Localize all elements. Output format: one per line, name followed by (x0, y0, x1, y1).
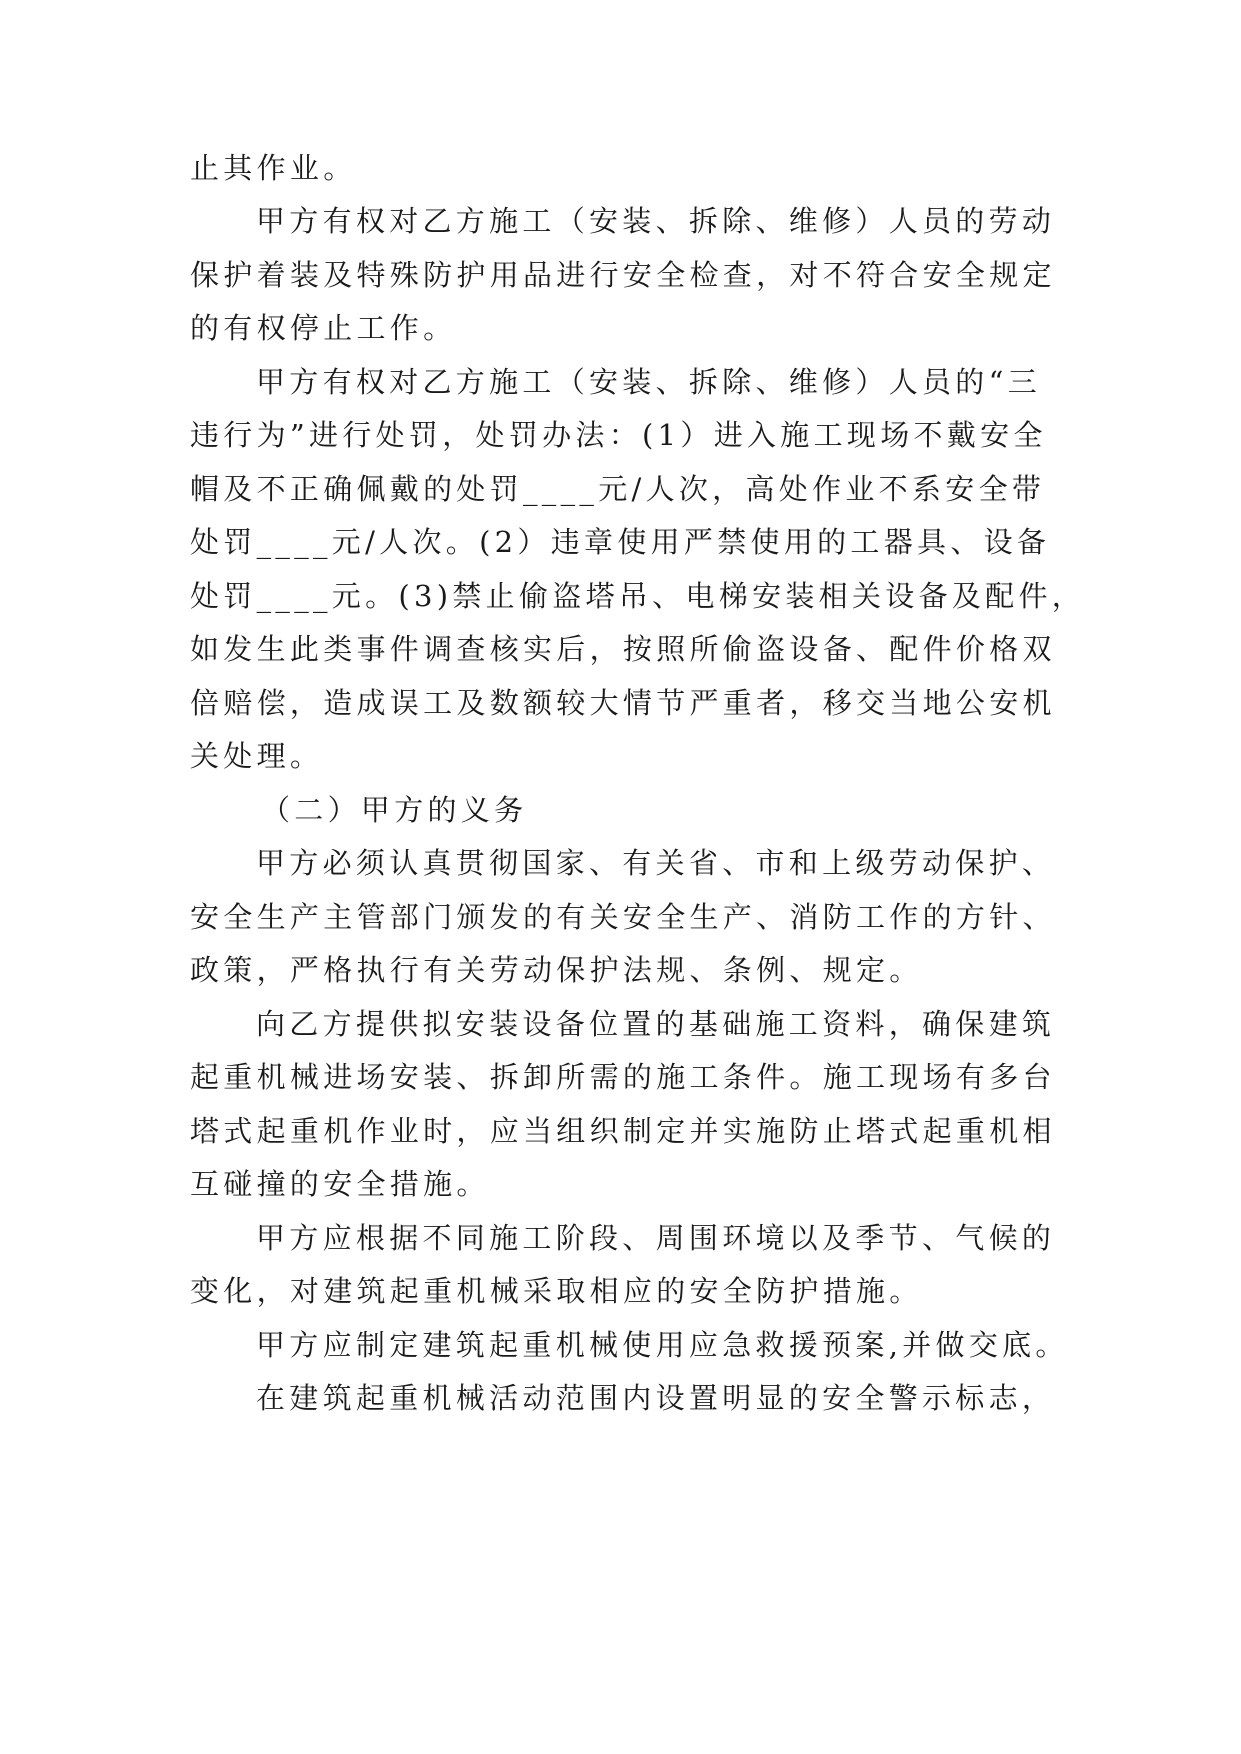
paragraph-start-line: 甲方应根据不同施工阶段、周围环境以及季节、气候的 (256, 1221, 1056, 1255)
paragraph-start-line: 甲方有权对乙方施工（安装、拆除、维修）人员的劳动 (256, 204, 1056, 238)
text-line: 互碰撞的安全措施。 (190, 1167, 490, 1201)
text-line: 保护着装及特殊防护用品进行安全检查，对不符合安全规定 (190, 258, 1056, 292)
section-heading: （二）甲方的义务 (261, 793, 528, 827)
paragraph-start-line: 甲方应制定建筑起重机械使用应急救援预案,并做交底。 (256, 1328, 1069, 1362)
text-line: 起重机械进场安装、拆卸所需的施工条件。施工现场有多台 (190, 1060, 1056, 1094)
text-line: 处罚____元/人次。(2）违章使用严禁使用的工器具、设备 (190, 525, 1051, 559)
paragraph-start-line: 向乙方提供拟安装设备位置的基础施工资料，确保建筑 (256, 1007, 1056, 1041)
text-line: 关处理。 (190, 739, 324, 773)
text-line: 帽及不正确佩戴的处罚____元/人次，高处作业不系安全带 (190, 472, 1046, 506)
paragraph-start-line: 在建筑起重机械活动范围内设置明显的安全警示标志， (256, 1381, 1056, 1415)
paragraph-start-line: 甲方必须认真贯彻国家、有关省、市和上级劳动保护、 (256, 846, 1056, 880)
text-line: 安全生产主管部门颁发的有关安全生产、消防工作的方针、 (190, 900, 1056, 934)
paragraph-start-line: 甲方有权对乙方施工（安装、拆除、维修）人员的“三 (256, 365, 1042, 399)
text-line: 处罚____元。(3)禁止偷盗塔吊、电梯安装相关设备及配件， (190, 579, 1086, 613)
text-line: 如发生此类事件调查核实后，按照所偷盗设备、配件价格双 (190, 632, 1056, 666)
text-line: 塔式起重机作业时，应当组织制定并实施防止塔式起重机相 (190, 1114, 1056, 1148)
text-line: 违行为”进行处罚，处罚办法：(1）进入施工现场不戴安全 (190, 418, 1047, 452)
text-line: 政策，严格执行有关劳动保护法规、条例、规定。 (190, 953, 923, 987)
text-line: 倍赔偿，造成误工及数额较大情节严重者，移交当地公安机 (190, 686, 1056, 720)
text-line: 变化，对建筑起重机械采取相应的安全防护措施。 (190, 1274, 923, 1308)
text-line: 止其作业。 (190, 151, 357, 185)
text-line: 的有权停止工作。 (190, 311, 457, 345)
